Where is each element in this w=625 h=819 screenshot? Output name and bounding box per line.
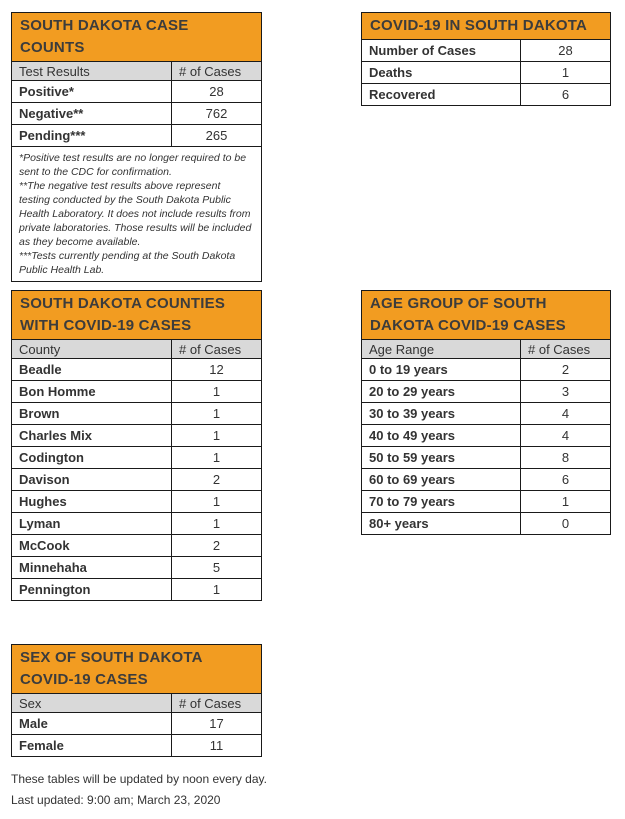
table-row xyxy=(362,447,611,469)
case-counts-label: Negative** xyxy=(12,103,172,125)
age-groups-header-cases: # of Cases xyxy=(521,340,611,359)
covid-sd-label: Number of Cases xyxy=(362,40,521,62)
table-row xyxy=(12,359,262,381)
table-row xyxy=(362,403,611,425)
table-row xyxy=(362,40,611,62)
sex-table xyxy=(11,644,262,757)
age-group-value: 4 xyxy=(521,403,611,425)
county-value: 1 xyxy=(172,579,262,601)
sex-header-cases: # of Cases xyxy=(172,694,262,713)
table-row xyxy=(362,491,611,513)
counties-header-cases: # of Cases xyxy=(172,340,262,359)
case-counts-footnotes xyxy=(12,147,262,282)
county-label: Pennington xyxy=(12,579,172,601)
table-row xyxy=(362,513,611,535)
age-groups-table xyxy=(361,290,611,535)
covid-sd-value: 1 xyxy=(521,62,611,84)
covid-sd-table xyxy=(361,12,611,106)
table-row xyxy=(12,447,262,469)
sex-label: Female xyxy=(12,735,172,757)
table-row xyxy=(12,81,262,103)
county-value: 1 xyxy=(172,403,262,425)
sex-value: 17 xyxy=(172,713,262,735)
age-group-label: 30 to 39 years xyxy=(362,403,521,425)
table-row xyxy=(362,381,611,403)
covid-sd-label: Recovered xyxy=(362,84,521,106)
counties-header-county: County xyxy=(12,340,172,359)
table-row xyxy=(12,579,262,601)
age-group-value: 8 xyxy=(521,447,611,469)
age-group-value: 6 xyxy=(521,469,611,491)
county-label: Brown xyxy=(12,403,172,425)
table-row xyxy=(362,469,611,491)
county-value: 2 xyxy=(172,469,262,491)
age-group-label: 60 to 69 years xyxy=(362,469,521,491)
age-group-value: 3 xyxy=(521,381,611,403)
age-group-label: 40 to 49 years xyxy=(362,425,521,447)
county-label: Hughes xyxy=(12,491,172,513)
county-label: Beadle xyxy=(12,359,172,381)
county-label: Minnehaha xyxy=(12,557,172,579)
case-counts-title: SOUTH DAKOTA CASE COUNTS xyxy=(12,13,262,62)
table-row xyxy=(12,103,262,125)
table-row xyxy=(12,713,262,735)
age-groups-header-range: Age Range xyxy=(362,340,521,359)
case-counts-table xyxy=(11,12,262,282)
table-row xyxy=(362,84,611,106)
case-counts-label: Positive* xyxy=(12,81,172,103)
case-counts-value: 28 xyxy=(172,81,262,103)
case-counts-header-cases: # of Cases xyxy=(172,62,262,81)
counties-table xyxy=(11,290,262,601)
footnote-positive: *Positive test results are no longer required to be sent to the CDC for confirmation. xyxy=(19,152,247,178)
table-row xyxy=(12,381,262,403)
covid-sd-value: 28 xyxy=(521,40,611,62)
age-group-label: 80+ years xyxy=(362,513,521,535)
footer-last-updated: Last updated: 9:00 am; March 23, 2020 xyxy=(11,793,221,807)
case-counts-label: Pending*** xyxy=(12,125,172,147)
table-row xyxy=(12,513,262,535)
county-value: 5 xyxy=(172,557,262,579)
footnote-pending: ***Tests currently pending at the South Dakota Public Health Lab. xyxy=(19,250,236,276)
county-label: Charles Mix xyxy=(12,425,172,447)
table-row xyxy=(12,535,262,557)
table-row xyxy=(362,62,611,84)
covid-sd-label: Deaths xyxy=(362,62,521,84)
age-group-value: 2 xyxy=(521,359,611,381)
sex-header-sex: Sex xyxy=(12,694,172,713)
case-counts-value: 265 xyxy=(172,125,262,147)
table-row xyxy=(12,125,262,147)
table-row xyxy=(362,359,611,381)
counties-title: SOUTH DAKOTA COUNTIES WITH COVID-19 CASES xyxy=(12,291,262,340)
age-group-label: 20 to 29 years xyxy=(362,381,521,403)
county-value: 1 xyxy=(172,491,262,513)
age-group-value: 4 xyxy=(521,425,611,447)
county-label: Lyman xyxy=(12,513,172,535)
table-row xyxy=(12,491,262,513)
case-counts-header-test-results: Test Results xyxy=(12,62,172,81)
age-group-value: 1 xyxy=(521,491,611,513)
footnote-negative: **The negative test results above represent testing conducted by the South Dakota Public Health Laboratory. It does not include results from private laboratories. Those results will be included as they become available. xyxy=(19,180,252,248)
sex-title: SEX OF SOUTH DAKOTA COVID-19 CASES xyxy=(12,645,262,694)
covid-sd-title: COVID-19 IN SOUTH DAKOTA xyxy=(362,13,611,40)
covid-sd-value: 6 xyxy=(521,84,611,106)
case-counts-value: 762 xyxy=(172,103,262,125)
sex-label: Male xyxy=(12,713,172,735)
sex-value: 11 xyxy=(172,735,262,757)
footer-update-note: These tables will be updated by noon every day. xyxy=(11,772,267,786)
county-value: 12 xyxy=(172,359,262,381)
age-group-label: 50 to 59 years xyxy=(362,447,521,469)
county-label: Bon Homme xyxy=(12,381,172,403)
table-row xyxy=(12,403,262,425)
county-value: 1 xyxy=(172,425,262,447)
table-row xyxy=(12,557,262,579)
table-row xyxy=(362,425,611,447)
table-row xyxy=(12,735,262,757)
county-value: 1 xyxy=(172,513,262,535)
county-label: Codington xyxy=(12,447,172,469)
county-label: Davison xyxy=(12,469,172,491)
table-row xyxy=(12,469,262,491)
county-value: 2 xyxy=(172,535,262,557)
age-group-value: 0 xyxy=(521,513,611,535)
county-label: McCook xyxy=(12,535,172,557)
age-group-label: 0 to 19 years xyxy=(362,359,521,381)
age-group-label: 70 to 79 years xyxy=(362,491,521,513)
table-row xyxy=(12,425,262,447)
county-value: 1 xyxy=(172,381,262,403)
county-value: 1 xyxy=(172,447,262,469)
age-groups-title: AGE GROUP OF SOUTH DAKOTA COVID-19 CASES xyxy=(362,291,611,340)
